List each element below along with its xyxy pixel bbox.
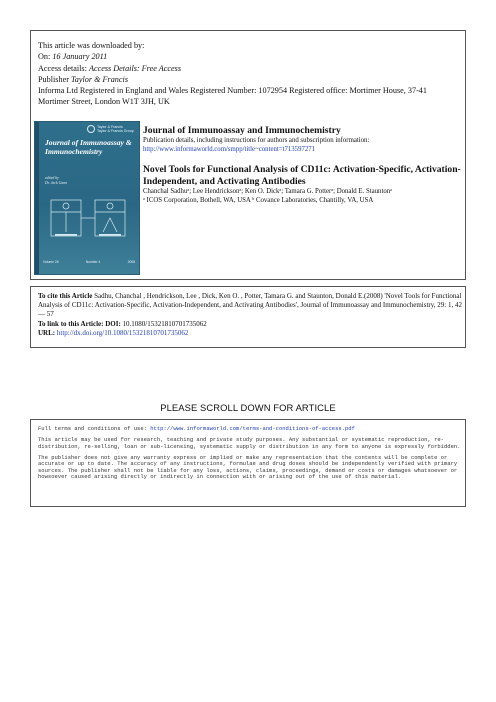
publisher-logo-icon (87, 125, 95, 133)
download-date: 16 January 2011 (52, 52, 108, 62)
article-url-link[interactable]: http://dx.doi.org/10.1080/15321810701735062 (56, 328, 189, 337)
publisher-line (38, 74, 460, 85)
scroll-notice: PLEASE SCROLL DOWN FOR ARTICLE (160, 402, 336, 413)
cover-footer (43, 260, 135, 264)
terms-url-link[interactable]: http://www.informaworld.com/terms-and-conditions-of-access.pdf (150, 425, 355, 432)
access-label: Access details: (38, 63, 87, 73)
terms-prefix: Full terms and conditions of use: (38, 425, 147, 432)
citation-box (30, 286, 466, 348)
publisher-label: Publisher (38, 74, 69, 84)
cover-publisher (97, 125, 134, 133)
cover-spine (35, 122, 39, 274)
cite-label: To cite this Article (38, 292, 93, 300)
cover-volume: Volume 28 (43, 260, 59, 264)
journal-title: Journal of Immunoassay and Immunochemistry (143, 125, 341, 136)
cover-year: 2008 (127, 260, 135, 264)
citation (38, 292, 464, 338)
citation-text-block (38, 292, 464, 320)
journal-cover (34, 121, 140, 275)
cover-edited-by: edited by (45, 176, 59, 180)
downloaded-by-line: This article was downloaded by: (38, 41, 145, 50)
cover-number: Number 4 (85, 260, 101, 264)
cover-title: Journal of Immunoassay & Immunochemistry (45, 138, 132, 156)
access-details-line (38, 63, 460, 74)
on-label: On: (38, 52, 51, 62)
cover-publisher-group: Taylor & Francis Group (97, 129, 134, 133)
terms-text (38, 426, 462, 485)
author-affiliations: ᵃ ICOS Corporation, Bothell, WA, USA ᵇ Covance Laboratories, Chantilly, VA, USA (143, 196, 374, 204)
download-date-line (38, 51, 460, 62)
disclaimer-paragraph: The publisher does not give any warranty express or implied or make any representation that the contents will be complete or accurate or up to date. The accuracy of any instructions, formulae and drug doses should be independently verified with primary sources. The publisher shall not be liable for any loss, actions, claims, proceedings, demand or costs or damages whatsoever or howsoever caused arising directly or indirectly in connection with or arising out of the use of this material. (38, 453, 458, 480)
url-line (38, 329, 464, 338)
download-info-box (30, 30, 466, 280)
journal-url-link[interactable]: http://www.informaworld.com/smpp/title~content=t713597271 (143, 145, 316, 153)
cover-diagram-icon (47, 192, 131, 242)
publisher-name: Taylor & Francis (70, 74, 128, 84)
doi-label: To link to this Article: DOI: (38, 319, 121, 328)
publication-details: Publication details, including instructions for authors and subscription information: (143, 137, 370, 144)
access-value: Access Details: Free Access (88, 63, 182, 73)
registration-info: Informa Ltd Registered in England and Wales Registered Number: 1072954 Registered office: Mortimer House, 37-41 Mortimer Street, London W1T 3JH, UK (38, 86, 427, 107)
cover-editor (45, 176, 67, 186)
cover-publisher-name: Taylor & Francis (97, 125, 123, 129)
terms-url-paragraph (38, 426, 462, 433)
article-title: Novel Tools for Functional Analysis of CD11c: Activation-Specific, Activation-Independent, and Activating Antibodies (143, 164, 461, 188)
doi-line (38, 320, 464, 329)
article-authors: Chanchal Sadhuᵃ; Lee Hendricksonᵃ; Ken O. Dickᵃ; Tamara G. Potterᵃ; Donald E. Stauntonᵃ (143, 188, 392, 196)
download-info (38, 40, 460, 108)
cover-editor-name: Dr. Jack Gann (45, 181, 68, 185)
cite-text: Sadhu, Chanchal , Hendrickson, Lee , Dick, Ken O. , Potter, Tamara G. and Staunton, Donald E.(2008) 'Novel Tools for Functional Analysis of CD11c: Activation-Specific, Activation-Independent, and Activating Antibodies', Journal of Immunoassay and Immunochemistry, 29: 1, 42 — 57 (38, 292, 462, 319)
usage-paragraph: This article may be used for research, teaching and private study purposes. Any substantial or systematic reproduction, re-distribution, re-selling, loan or sub-licensing, systematic supply or distribution in any form to anyone is expressly forbidden. (38, 436, 461, 450)
doi-value: 10.1080/15321810701735062 (122, 319, 207, 328)
url-label: URL: (38, 328, 56, 337)
article-info (143, 125, 463, 205)
terms-box (30, 419, 466, 507)
